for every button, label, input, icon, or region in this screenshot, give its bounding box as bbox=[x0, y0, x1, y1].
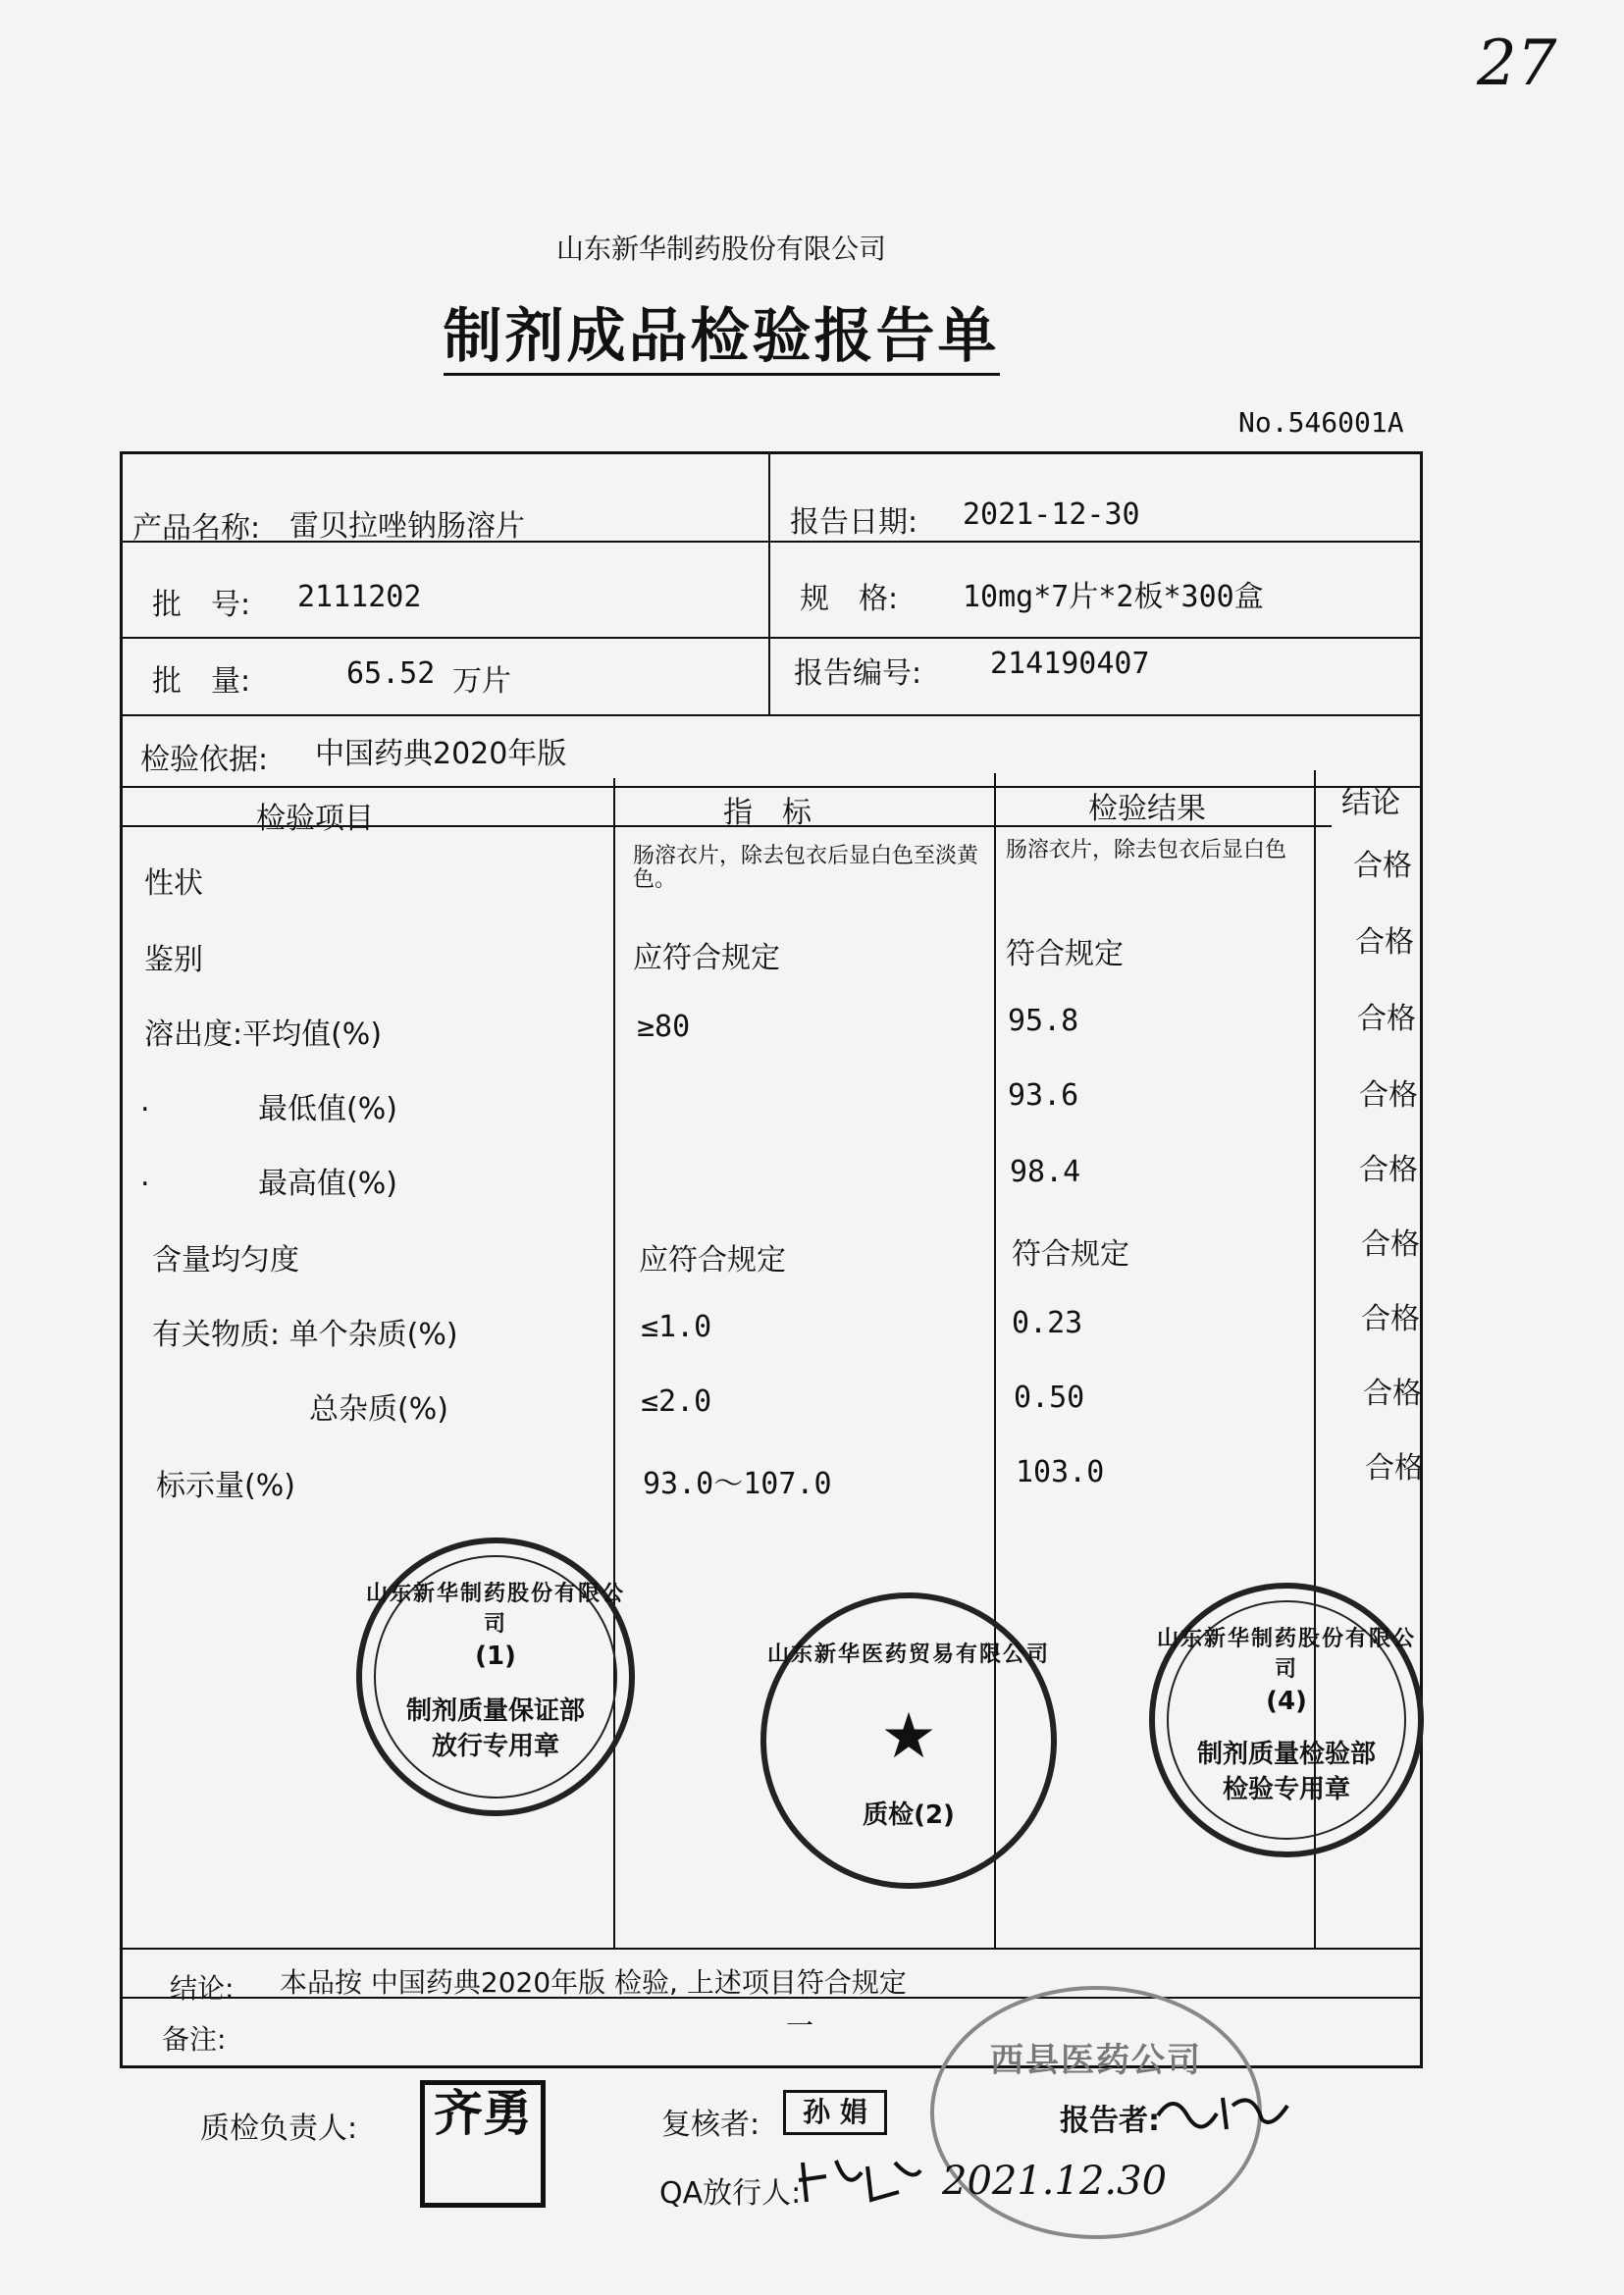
col-header-standard: 指 标 bbox=[723, 796, 812, 830]
title-text: 制剂成品检验报告单 bbox=[444, 302, 1000, 376]
row-result: 98.4 bbox=[1010, 1155, 1081, 1189]
row-item: 总杂质(%) bbox=[309, 1392, 448, 1427]
row-result: 95.8 bbox=[1008, 1004, 1079, 1038]
stamp-number: (1) bbox=[475, 1642, 516, 1671]
row-conclusion: 合格 bbox=[1361, 1302, 1420, 1336]
basis-value: 中国药典2020年版 bbox=[315, 737, 567, 771]
col-divider bbox=[613, 778, 615, 1948]
row-conclusion: 合格 bbox=[1365, 1451, 1424, 1486]
row-item: 最低值(%) bbox=[258, 1092, 397, 1126]
row-item: 最高值(%) bbox=[258, 1167, 397, 1201]
reporter-label: 报告者: bbox=[1060, 2104, 1160, 2138]
row-divider bbox=[123, 1948, 1420, 1950]
report-code-label: 报告编号: bbox=[794, 656, 922, 691]
trade-company-stamp bbox=[760, 1592, 1057, 1889]
row-result: 93.6 bbox=[1008, 1078, 1079, 1113]
stamp-arc-text: 山东新华制药股份有限公司 bbox=[1156, 1627, 1416, 1682]
row-result: 103.0 bbox=[1016, 1455, 1105, 1489]
reporter-signature bbox=[1154, 2086, 1291, 2144]
signature-scribble-icon bbox=[1154, 2086, 1291, 2135]
row-result: 0.23 bbox=[1012, 1306, 1083, 1340]
stamp-line: 制剂质量保证部 bbox=[405, 1696, 585, 1726]
row-standard: ≤2.0 bbox=[641, 1384, 712, 1419]
row-result: 0.50 bbox=[1014, 1381, 1085, 1415]
row-standard: 应符合规定 bbox=[639, 1243, 786, 1278]
report-code-value: 214190407 bbox=[990, 647, 1150, 681]
signature-scribble-icon bbox=[797, 2153, 924, 2208]
reviewer-seal: 孙 娟 bbox=[783, 2090, 887, 2135]
batch-no-label: 批 号: bbox=[152, 588, 251, 622]
qa-release-date: 2021.12.30 bbox=[942, 2159, 1168, 2204]
row-result: 符合规定 bbox=[1012, 1237, 1129, 1272]
row-conclusion: 合格 bbox=[1363, 1377, 1422, 1411]
report-date-value: 2021-12-30 bbox=[963, 497, 1140, 532]
row-conclusion: 合格 bbox=[1357, 1002, 1416, 1036]
col-divider bbox=[768, 454, 770, 714]
row-standard: 93.0～107.0 bbox=[643, 1467, 832, 1501]
row-result: 符合规定 bbox=[1006, 937, 1124, 971]
row-conclusion: 合格 bbox=[1353, 849, 1412, 883]
qc-head-label: 质检负责人: bbox=[200, 2112, 358, 2146]
batch-size-value: 65.52 bbox=[346, 656, 436, 691]
document-title bbox=[0, 289, 1442, 374]
conclusion-label: 结论: bbox=[170, 1972, 235, 2005]
remarks-label: 备注: bbox=[162, 2023, 227, 2056]
basis-label: 检验依据: bbox=[140, 743, 269, 777]
quality-assurance-stamp bbox=[356, 1538, 635, 1816]
report-form bbox=[120, 451, 1423, 2068]
page-number: 27 bbox=[1477, 27, 1557, 100]
reviewer-label: 复核者: bbox=[661, 2108, 760, 2142]
row-item: 性状 bbox=[144, 866, 203, 901]
stamp-line: 检验专用章 bbox=[1222, 1775, 1350, 1804]
stamp-arc-text: 山东新华制药股份有限公司 bbox=[365, 1582, 625, 1637]
row-bullet: . bbox=[140, 1159, 150, 1193]
col-header-result: 检验结果 bbox=[1088, 792, 1206, 826]
stamp-arc-text: 西县医药公司 bbox=[990, 2041, 1202, 2080]
row-standard: 肠溶衣片，除去包衣后显白色至淡黄色。 bbox=[633, 844, 979, 892]
row-item: 标示量(%) bbox=[156, 1469, 295, 1503]
row-standard: ≤1.0 bbox=[641, 1310, 712, 1344]
spec-value: 10mg*7片*2板*300盒 bbox=[963, 580, 1264, 614]
row-conclusion: 合格 bbox=[1359, 1153, 1418, 1187]
row-conclusion: 合格 bbox=[1359, 1078, 1418, 1113]
row-divider bbox=[123, 637, 1420, 639]
row-divider bbox=[123, 714, 1420, 716]
row-item: 有关物质: 单个杂质(%) bbox=[152, 1318, 458, 1352]
report-date-label: 报告日期: bbox=[790, 505, 918, 540]
company-name: 山东新华制药股份有限公司 bbox=[555, 233, 886, 265]
batch-size-label: 批 量: bbox=[152, 664, 251, 699]
report-number: No.546001A bbox=[1238, 406, 1404, 439]
batch-no-value: 2111202 bbox=[297, 580, 422, 614]
row-bullet: . bbox=[140, 1084, 150, 1119]
row-item: 溶出度:平均值(%) bbox=[144, 1017, 383, 1052]
qa-release-label: QA放行人: bbox=[659, 2176, 802, 2211]
stamp-line: 质检(2) bbox=[863, 1800, 955, 1830]
col-header-conclusion: 结论 bbox=[1341, 786, 1400, 820]
conclusion-text: 本品按 中国药典2020年版 检验, 上述项目符合规定 bbox=[280, 1966, 907, 1999]
stamp-number: (4) bbox=[1266, 1687, 1307, 1716]
quality-inspection-stamp bbox=[1149, 1583, 1424, 1857]
row-conclusion: 合格 bbox=[1361, 1227, 1420, 1262]
row-result: 肠溶衣片，除去包衣后显白色 bbox=[1006, 838, 1287, 862]
row-item: 鉴别 bbox=[144, 943, 203, 977]
row-item: 含量均匀度 bbox=[152, 1243, 299, 1278]
star-icon: ★ bbox=[880, 1700, 937, 1773]
stamp-line: 制剂质量检验部 bbox=[1196, 1740, 1376, 1769]
stamp-arc-text: 山东新华医药贸易有限公司 bbox=[766, 1643, 1050, 1667]
product-name-label: 产品名称: bbox=[132, 511, 261, 546]
row-standard: 应符合规定 bbox=[633, 941, 780, 975]
col-header-item: 检验项目 bbox=[256, 802, 374, 836]
stamp-line: 放行专用章 bbox=[431, 1732, 559, 1761]
qa-signature bbox=[797, 2153, 924, 2217]
row-conclusion: 合格 bbox=[1355, 925, 1414, 960]
product-name-value: 雷贝拉唑钠肠溶片 bbox=[289, 509, 525, 544]
batch-size-unit: 万片 bbox=[452, 664, 511, 699]
row-standard: ≥80 bbox=[637, 1010, 691, 1044]
spec-label: 规 格: bbox=[800, 582, 899, 616]
remarks-value: 一 bbox=[786, 2009, 814, 2042]
qc-head-seal: 齐勇 bbox=[420, 2080, 546, 2208]
